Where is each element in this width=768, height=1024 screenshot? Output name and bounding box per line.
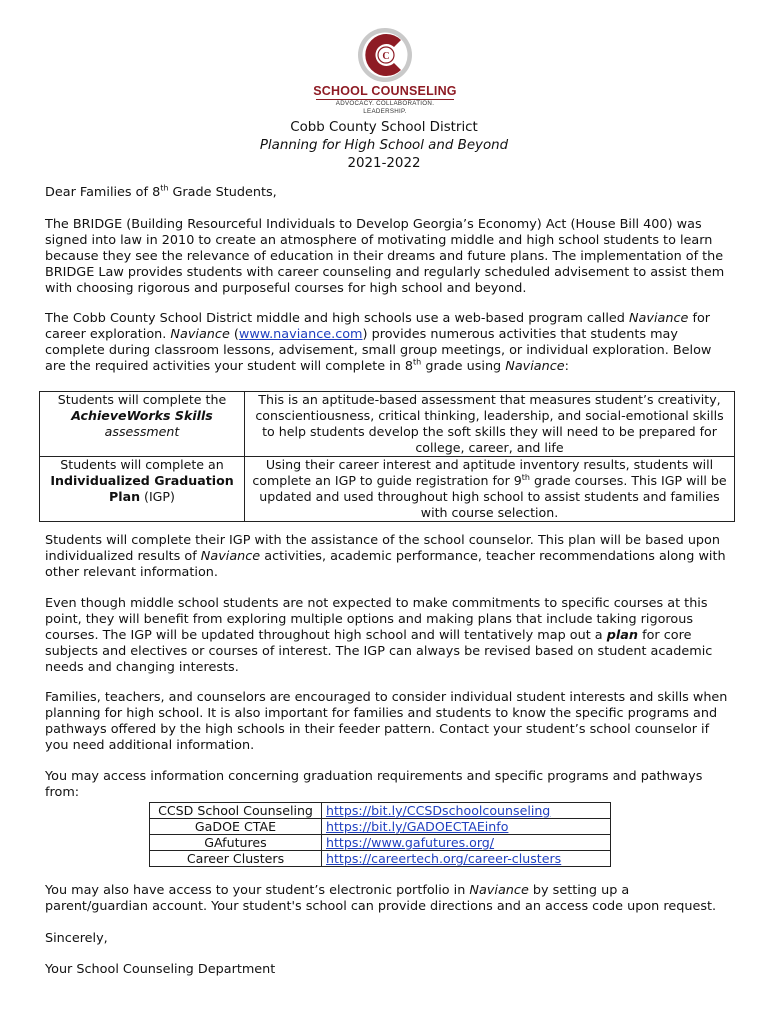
logo-org-name: SCHOOL COUNSELING [313,84,457,98]
table-row [40,392,735,457]
table-row [150,803,611,819]
paragraph-igp: Students will complete their IGP with the assistance of the school counselor. This plan will be based upon individualized results of Naviance activities, academic performance, teacher recommendations along with other relevant information. [45,533,726,580]
activity-name-cell: Students will complete the AchieveWorks Skills assessment [40,392,245,457]
paragraph-portfolio: You may also have access to your student’s electronic portfolio in Naviance by setting up a parent/guardian account. Your student's school can provide directions and an access code upon request. [45,883,717,914]
signature: Your School Counseling Department [45,962,276,977]
resource-link[interactable]: https://bit.ly/GADOECTAEinfo [326,819,509,834]
school-year: 2021-2022 [347,156,421,171]
paragraph-families: Families, teachers, and counselors are encouraged to consider individual student interests and skills when planning for high school. It is also important for families and students to know the specific programs and pathways offered by the high schools in their feeder pattern. Contact your student’s school counselor if you need additional information. [45,690,728,753]
resource-link[interactable]: https://careertech.org/career-clusters [326,851,562,866]
resources-table [149,802,611,867]
resource-name: CCSD School Counseling [150,803,322,819]
greeting: Dear Families of 8th Grade Students, [45,183,277,200]
counseling-emblem-icon [355,26,415,84]
logo-tagline: ADVOCACY. COLLABORATION. LEADERSHIP. [316,99,454,116]
resource-link[interactable]: https://www.gafutures.org/ [326,835,495,850]
school-counseling-logo [300,26,470,114]
resource-name: GAfutures [150,835,322,851]
district-name: Cobb County School District [290,120,478,135]
table-row [150,835,611,851]
paragraph-bridge-act: The BRIDGE (Building Resourceful Individuals to Develop Georgia’s Economy) Act (House Bill 400) was signed into law in 2010 to create an atmosphere of motivating middle and high school students to learn because they see the relevance of education in their dreams and future plans. The implementation of the BRIDGE Law provides students with career counseling and regularly scheduled advisement to assist them with choosing rigorous and purposeful courses for high school and beyond. [45,217,725,296]
svg-text:C: C [382,51,390,62]
naviance-link[interactable]: www.naviance.com [238,327,363,342]
table-row [40,457,735,522]
activity-description-cell: Using their career interest and aptitude inventory results, students will complete an IGP to guide registration for 9th grade courses. This IGP will be updated and used throughout high school to assist students and families with course selection. [245,457,735,522]
closing: Sincerely, [45,931,108,946]
resource-name: GaDOE CTAE [150,819,322,835]
document-subtitle: Planning for High School and Beyond [259,138,509,153]
paragraph-access-info: You may access information concerning graduation requirements and specific programs and pathways from: [45,769,703,800]
activity-name-cell: Students will complete an Individualized Graduation Plan (IGP) [40,457,245,522]
required-activities-table [39,391,735,522]
table-row [150,851,611,867]
table-row [150,819,611,835]
resource-link[interactable]: https://bit.ly/CCSDschoolcounseling [326,803,551,818]
resource-name: Career Clusters [150,851,322,867]
paragraph-naviance: The Cobb County School District middle and high schools use a web-based program called Naviance for career exploration. Naviance (www.naviance.com) provides numerous activities that students may complete during classroom lessons, advisement, small group meetings, or individual exploration. Below are the required activities your student will complete in 8th grade using Naviance: [45,311,712,374]
paragraph-course-planning: Even though middle school students are not expected to make commitments to specific courses at this point, they will benefit from exploring multiple options and making plans that include taking rigorous courses. The IGP will be updated throughout high school and will tentatively map out a plan for core subjects and electives or courses of interest. The IGP can always be revised based on student academic needs and changing interests. [45,596,713,675]
activity-description-cell: This is an aptitude-based assessment that measures student’s creativity, conscientiousness, critical thinking, leadership, and social-emotional skills to help students develop the soft skills they will need to be prepared for college, career, and life [245,392,735,457]
